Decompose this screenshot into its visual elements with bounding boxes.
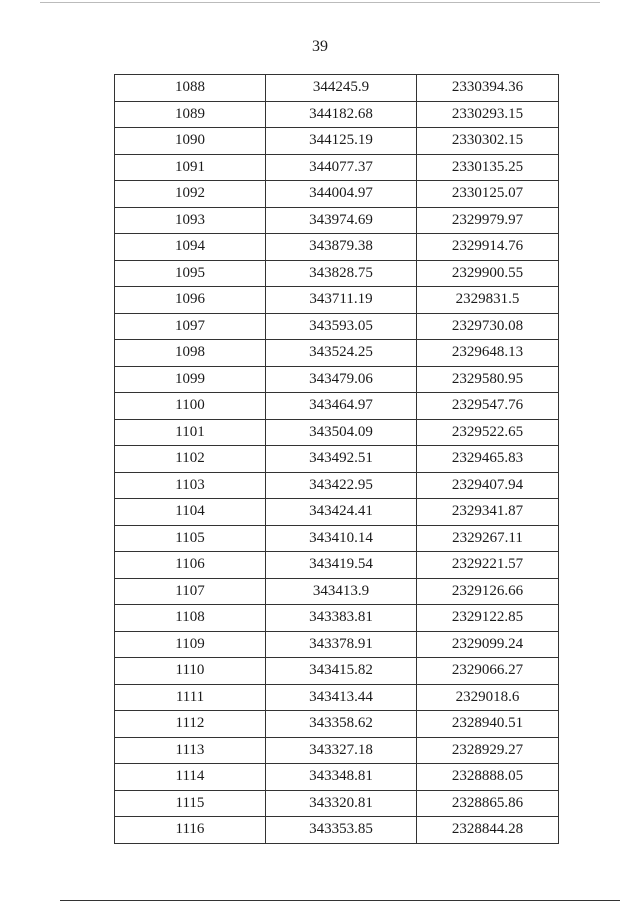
- y-coordinate-cell: 2328865.86: [417, 790, 559, 817]
- point-number-cell: 1092: [115, 181, 266, 208]
- point-number-cell: 1105: [115, 525, 266, 552]
- y-coordinate-cell: 2329522.65: [417, 419, 559, 446]
- table-row: [115, 446, 559, 473]
- table-row: [115, 260, 559, 287]
- table-row: [115, 419, 559, 446]
- y-coordinate-cell: 2329018.6: [417, 684, 559, 711]
- table-row: [115, 525, 559, 552]
- y-coordinate-cell: 2328940.51: [417, 711, 559, 738]
- table-row: [115, 499, 559, 526]
- x-coordinate-cell: 344004.97: [266, 181, 417, 208]
- top-edge-rule: [40, 2, 600, 3]
- y-coordinate-cell: 2330135.25: [417, 154, 559, 181]
- y-coordinate-cell: 2329066.27: [417, 658, 559, 685]
- table-body: [115, 75, 559, 844]
- table-row: [115, 154, 559, 181]
- point-number-cell: 1116: [115, 817, 266, 844]
- x-coordinate-cell: 344245.9: [266, 75, 417, 102]
- point-number-cell: 1101: [115, 419, 266, 446]
- table-row: [115, 366, 559, 393]
- x-coordinate-cell: 343419.54: [266, 552, 417, 579]
- point-number-cell: 1095: [115, 260, 266, 287]
- point-number-cell: 1113: [115, 737, 266, 764]
- y-coordinate-cell: 2330293.15: [417, 101, 559, 128]
- x-coordinate-cell: 343378.91: [266, 631, 417, 658]
- y-coordinate-cell: 2330394.36: [417, 75, 559, 102]
- y-coordinate-cell: 2329221.57: [417, 552, 559, 579]
- x-coordinate-cell: 344182.68: [266, 101, 417, 128]
- y-coordinate-cell: 2329122.85: [417, 605, 559, 632]
- y-coordinate-cell: 2328888.05: [417, 764, 559, 791]
- x-coordinate-cell: 343348.81: [266, 764, 417, 791]
- table-row: [115, 234, 559, 261]
- point-number-cell: 1098: [115, 340, 266, 367]
- table-row: [115, 393, 559, 420]
- x-coordinate-cell: 344125.19: [266, 128, 417, 155]
- point-number-cell: 1109: [115, 631, 266, 658]
- x-coordinate-cell: 343879.38: [266, 234, 417, 261]
- point-number-cell: 1097: [115, 313, 266, 340]
- table-row: [115, 287, 559, 314]
- y-coordinate-cell: 2329979.97: [417, 207, 559, 234]
- y-coordinate-cell: 2329099.24: [417, 631, 559, 658]
- x-coordinate-cell: 343504.09: [266, 419, 417, 446]
- x-coordinate-cell: 343593.05: [266, 313, 417, 340]
- table-row: [115, 128, 559, 155]
- point-number-cell: 1096: [115, 287, 266, 314]
- point-number-cell: 1100: [115, 393, 266, 420]
- x-coordinate-cell: 343413.9: [266, 578, 417, 605]
- x-coordinate-cell: 343383.81: [266, 605, 417, 632]
- x-coordinate-cell: 344077.37: [266, 154, 417, 181]
- x-coordinate-cell: 343415.82: [266, 658, 417, 685]
- x-coordinate-cell: 343492.51: [266, 446, 417, 473]
- x-coordinate-cell: 343327.18: [266, 737, 417, 764]
- y-coordinate-cell: 2329341.87: [417, 499, 559, 526]
- x-coordinate-cell: 343974.69: [266, 207, 417, 234]
- point-number-cell: 1104: [115, 499, 266, 526]
- table-row: [115, 340, 559, 367]
- point-number-cell: 1115: [115, 790, 266, 817]
- bottom-edge-rule: [60, 900, 620, 901]
- table-row: [115, 181, 559, 208]
- x-coordinate-cell: 343358.62: [266, 711, 417, 738]
- y-coordinate-cell: 2329547.76: [417, 393, 559, 420]
- x-coordinate-cell: 343320.81: [266, 790, 417, 817]
- x-coordinate-cell: 343711.19: [266, 287, 417, 314]
- point-number-cell: 1114: [115, 764, 266, 791]
- y-coordinate-cell: 2330302.15: [417, 128, 559, 155]
- table-row: [115, 75, 559, 102]
- point-number-cell: 1088: [115, 75, 266, 102]
- table-row: [115, 737, 559, 764]
- table-row: [115, 790, 559, 817]
- table-row: [115, 472, 559, 499]
- point-number-cell: 1108: [115, 605, 266, 632]
- table-row: [115, 817, 559, 844]
- y-coordinate-cell: 2329126.66: [417, 578, 559, 605]
- x-coordinate-cell: 343524.25: [266, 340, 417, 367]
- x-coordinate-cell: 343828.75: [266, 260, 417, 287]
- point-number-cell: 1112: [115, 711, 266, 738]
- table-row: [115, 684, 559, 711]
- table-row: [115, 578, 559, 605]
- point-number-cell: 1107: [115, 578, 266, 605]
- y-coordinate-cell: 2329267.11: [417, 525, 559, 552]
- table-row: [115, 631, 559, 658]
- table-row: [115, 552, 559, 579]
- point-number-cell: 1089: [115, 101, 266, 128]
- point-number-cell: 1094: [115, 234, 266, 261]
- y-coordinate-cell: 2329730.08: [417, 313, 559, 340]
- x-coordinate-cell: 343464.97: [266, 393, 417, 420]
- y-coordinate-cell: 2329407.94: [417, 472, 559, 499]
- point-number-cell: 1103: [115, 472, 266, 499]
- y-coordinate-cell: 2328929.27: [417, 737, 559, 764]
- x-coordinate-cell: 343479.06: [266, 366, 417, 393]
- y-coordinate-cell: 2329914.76: [417, 234, 559, 261]
- page-number: 39: [312, 38, 328, 55]
- coordinates-table: [114, 74, 559, 844]
- x-coordinate-cell: 343413.44: [266, 684, 417, 711]
- y-coordinate-cell: 2329900.55: [417, 260, 559, 287]
- y-coordinate-cell: 2329465.83: [417, 446, 559, 473]
- point-number-cell: 1102: [115, 446, 266, 473]
- point-number-cell: 1090: [115, 128, 266, 155]
- table-row: [115, 605, 559, 632]
- x-coordinate-cell: 343424.41: [266, 499, 417, 526]
- x-coordinate-cell: 343410.14: [266, 525, 417, 552]
- point-number-cell: 1106: [115, 552, 266, 579]
- y-coordinate-cell: 2329831.5: [417, 287, 559, 314]
- table-row: [115, 101, 559, 128]
- table-row: [115, 764, 559, 791]
- point-number-cell: 1110: [115, 658, 266, 685]
- table-row: [115, 711, 559, 738]
- point-number-cell: 1111: [115, 684, 266, 711]
- x-coordinate-cell: 343422.95: [266, 472, 417, 499]
- y-coordinate-cell: 2329648.13: [417, 340, 559, 367]
- y-coordinate-cell: 2329580.95: [417, 366, 559, 393]
- y-coordinate-cell: 2330125.07: [417, 181, 559, 208]
- table-row: [115, 313, 559, 340]
- point-number-cell: 1093: [115, 207, 266, 234]
- y-coordinate-cell: 2328844.28: [417, 817, 559, 844]
- x-coordinate-cell: 343353.85: [266, 817, 417, 844]
- table-row: [115, 658, 559, 685]
- point-number-cell: 1099: [115, 366, 266, 393]
- point-number-cell: 1091: [115, 154, 266, 181]
- table-row: [115, 207, 559, 234]
